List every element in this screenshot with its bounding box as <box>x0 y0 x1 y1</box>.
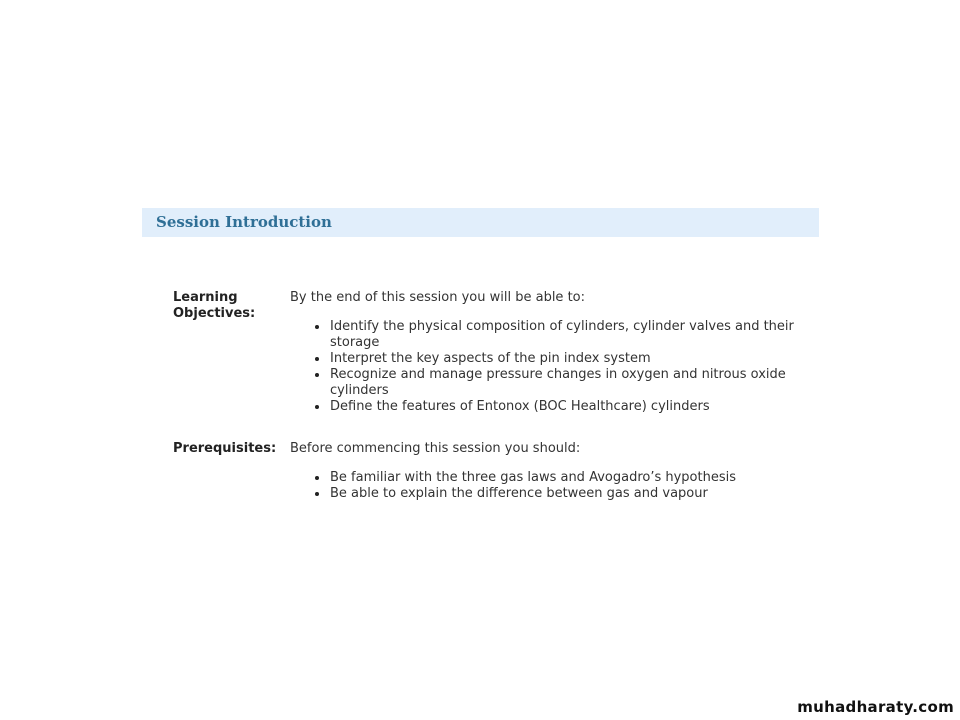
prerequisites-list <box>290 470 820 502</box>
list-item-text: Be able to explain the difference between gas and vapour <box>330 486 708 501</box>
bullet-icon <box>315 373 319 377</box>
bullet-icon <box>315 405 319 409</box>
prerequisites-label: Prerequisites: <box>173 441 277 456</box>
prerequisites-intro: Before commencing this session you should: <box>290 441 581 456</box>
learning-objectives-intro: By the end of this session you will be able to: <box>290 290 585 305</box>
list-item-text: Be familiar with the three gas laws and Avogadro’s hypothesis <box>330 470 736 485</box>
learning-objectives-list <box>290 319 820 415</box>
list-item <box>290 351 820 367</box>
bullet-icon <box>315 492 319 496</box>
bullet-icon <box>315 476 319 480</box>
list-item <box>290 367 820 399</box>
list-item <box>290 486 820 502</box>
section-header-bar <box>142 208 819 237</box>
list-item-text: Define the features of Entonox (BOC Healthcare) cylinders <box>330 399 710 414</box>
list-item <box>290 319 820 351</box>
list-item-text: Identify the physical composition of cylinders, cylinder valves and their storage <box>330 319 794 350</box>
list-item <box>290 399 820 415</box>
bullet-icon <box>315 325 319 329</box>
section-title: Session Introduction <box>156 213 332 231</box>
site-watermark: muhadharaty.com <box>797 698 954 716</box>
list-item <box>290 470 820 486</box>
prerequisites-body <box>290 441 820 502</box>
list-item-text: Interpret the key aspects of the pin index system <box>330 351 651 366</box>
learning-objectives-body <box>290 290 820 415</box>
bullet-icon <box>315 357 319 361</box>
learning-objectives-label: Learning Objectives: <box>173 290 256 321</box>
list-item-text: Recognize and manage pressure changes in oxygen and nitrous oxide cylinders <box>330 367 786 398</box>
